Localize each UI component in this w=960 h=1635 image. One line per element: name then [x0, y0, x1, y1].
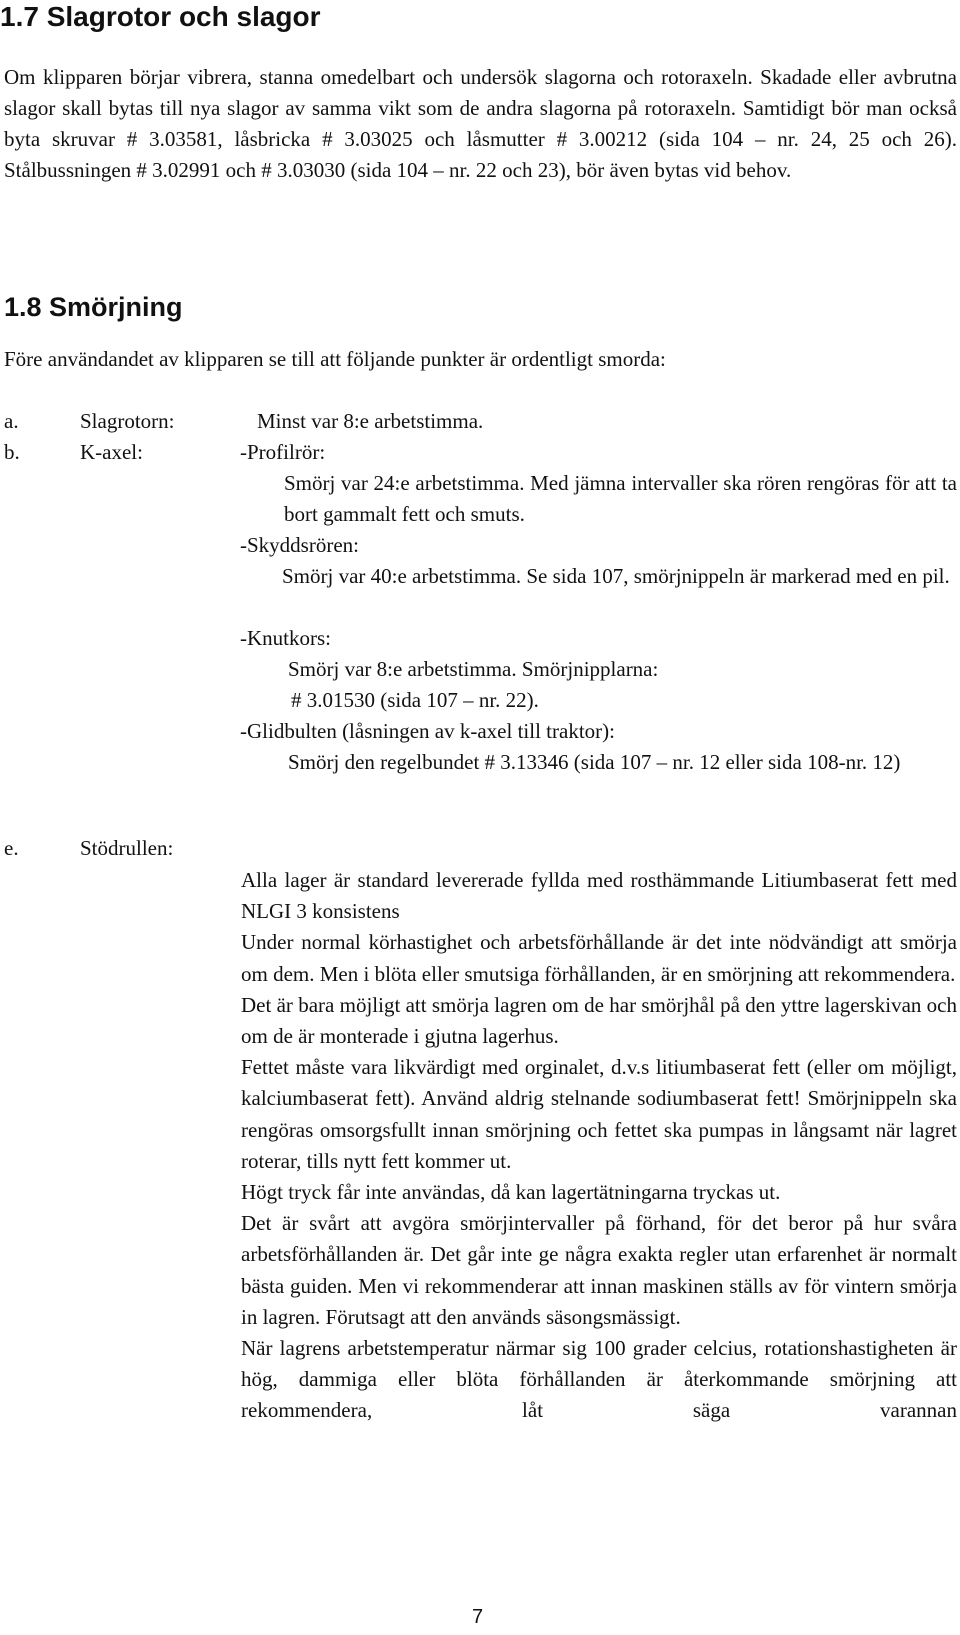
item-e-letter: e.: [4, 836, 19, 860]
item-a-letter: a.: [4, 409, 19, 433]
stodrullen-text-block: [241, 865, 957, 1427]
glidbulten-title: -Glidbulten (låsningen av k-axel till traktor):: [240, 719, 615, 743]
profilror-text: Smörj var 24:e arbetstimma. Med jämna intervaller ska rören rengöras för att ta bort gammalt fett och smuts.: [284, 471, 957, 526]
item-a-label: Slagrotorn:: [80, 409, 175, 433]
lubrication-intro: Före användandet av klipparen se till att följande punkter är ordentligt smorda:: [4, 347, 666, 371]
section-1-7-paragraph: Om klipparen börjar vibrera, stanna omedelbart och undersök slagorna och rotoraxeln. Skadade eller avbrutna slagor skall bytas till nya slagor av samma vikt som de andra slagorna på rotoraxeln. Samtidigt bör man också byta skruvar # 3.03581, låsbricka # 3.03025 och låsmutter # 3.00212 (sida 104 – nr. 24, 25 och 26). Stålbussningen # 3.02991 och # 3.03030 (sida 104 – nr. 22 och 23), bör även bytas vid behov.: [4, 65, 957, 182]
stodrullen-paragraph: Det är bara möjligt att smörja lagren om de har smörjhål på den yttre lagerskivan och om de är monterade i gjutna lagerhus.: [241, 992, 957, 1049]
stodrullen-paragraph: Under normal körhastighet och arbetsförhållande är det inte nödvändigt att smörja om dem. Men i blöta eller smutsiga förhållanden, är en smörjning att rekommendera.: [241, 930, 957, 986]
item-b-label: K-axel:: [80, 440, 143, 464]
stodrullen-paragraph: Alla lager är standard levererade fyllda med rosthämmande Litiumbaserat fett med NLGI 3 konsistens: [241, 868, 957, 924]
stodrullen-paragraph: Det är svårt att avgöra smörjintervaller på förhand, för det beror på hur svåra arbetsförhållanden är. Det går inte ge några exakta regler utan erfarenhet är normalt bästa guiden. Men vi rekommenderar att innan maskinen ställs av för vintern smörja in lagren. Förutsagt att den används säsongsmässigt.: [241, 1211, 957, 1329]
page-number: 7: [472, 1606, 484, 1628]
stodrullen-paragraph: Fettet måste vara likvärdigt med orginalet, d.v.s litiumbaserat fett (eller om möjligt, kalciumbaserat fett). Använd aldrig stelnande sodiumbaserat fett! Smörjnippeln ska rengöras omsorgsfullt innan smörjning och fettet ska pumpas in långsamt när lagret roterar, tills nytt fett kommer ut.: [241, 1055, 957, 1173]
item-b-letter: b.: [4, 440, 20, 464]
item-e-label: Stödrullen:: [80, 836, 174, 860]
stodrullen-paragraph: När lagrens arbetstemperatur närmar sig 100 grader celcius, rotationshastigheten är hög, dammiga eller blöta förhållanden är återkommande smörjning att rekommendera, låt säga varannan: [241, 1336, 957, 1423]
knutkors-title: -Knutkors:: [240, 626, 331, 650]
skyddsroren-title: -Skyddsrören:: [240, 533, 359, 557]
stodrullen-paragraph: Högt tryck får inte användas, då kan lagertätningarna tryckas ut.: [241, 1180, 781, 1205]
knutkors-text-line2: # 3.01530 (sida 107 – nr. 22).: [291, 688, 539, 712]
item-a-text: Minst var 8:e arbetstimma.: [257, 409, 484, 433]
skyddsroren-text: Smörj var 40:e arbetstimma. Se sida 107, smörjnippeln är markerad med en pil.: [282, 564, 950, 588]
section-1-7-heading: 1.7 Slagrotor och slagor: [0, 1, 321, 32]
knutkors-text-line1: Smörj var 8:e arbetstimma. Smörjnipplarna:: [288, 657, 659, 681]
section-1-8-heading: 1.8 Smörjning: [4, 292, 183, 322]
profilror-title: -Profilrör:: [240, 440, 326, 464]
glidbulten-text: Smörj den regelbundet # 3.13346 (sida 107 – nr. 12 eller sida 108-nr. 12): [288, 750, 901, 774]
